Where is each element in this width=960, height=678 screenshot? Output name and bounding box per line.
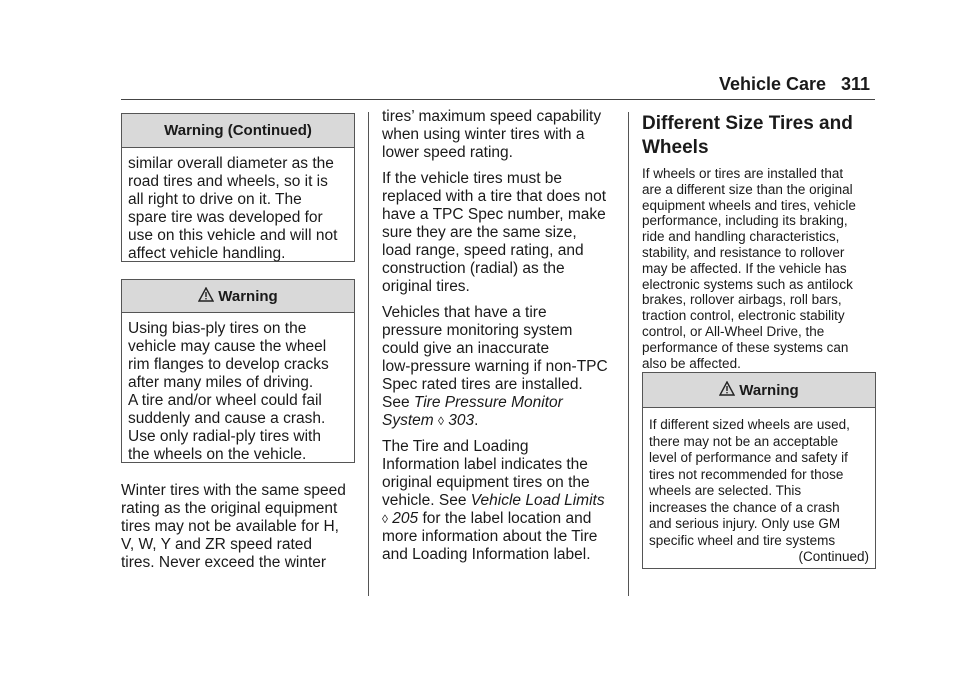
warning-title: Warning — [643, 373, 875, 408]
paragraph-tpms: Vehicles that have a tire pressure monitoring system could give an inaccurate low-pressure warning if non-TPC Spec rated tires are installed. See Tire Pressure Monitor System ◊ 303. — [382, 304, 608, 429]
bias-ply-warning-box — [121, 279, 355, 463]
warning-text: If different sized wheels are used, there may not be an acceptable level of performance and safety if tires not recommended for those wheels are selected. This increases the chance of a crash and serious injury. Only use GM specific wheel and tire systems (Continued) — [649, 417, 869, 564]
continued-warning-text: similar overall diameter as the road tires and wheels, so it is all right to drive on it. The spare tire was developed for use on this vehicle and will not affect vehicle handling. — [128, 155, 338, 262]
page-ref-arrow-icon: ◊ — [438, 414, 444, 428]
page-ref-205[interactable]: 205 — [392, 510, 419, 527]
column-2 — [382, 108, 622, 572]
page-header-title: Vehicle Care — [719, 74, 827, 94]
section-heading: Different Size Tires and Wheels — [642, 113, 853, 158]
different-size-paragraph: If wheels or tires are installed that are a different size than the original equipment wheels and tires, vehicle performance, including its braking, ride and handling characteristics, stability, and resistance to rollover may be affected. If the vehicle has electronic systems such as antilock brakes, rollover airbags, roll bars, traction control, electronic stability control, or All-Wheel Drive, the performance of these systems can also be affected. — [642, 166, 856, 371]
warning-title: Warning — [122, 280, 354, 313]
winter-tires-paragraph: Winter tires with the same speed rating as the original equipment tires may not be available for H, V, W, Y and ZR speed rated tires. Never exceed the winter — [121, 482, 346, 571]
continued-label: (Continued) — [798, 549, 869, 564]
link-vehicle-load-limits[interactable]: Vehicle Load Limits — [470, 492, 605, 509]
different-size-warning-box — [642, 372, 876, 569]
header-rule — [121, 99, 875, 100]
warning-text: Using bias-ply tires on the vehicle may cause the wheel rim flanges to develop cracks after many miles of driving. A tire and/or wheel could fail suddenly and cause a crash. Use only radial-ply tires with the wheels on the vehicle. — [128, 320, 329, 463]
continued-warning-title: Warning (Continued) — [122, 114, 354, 148]
page-ref-303[interactable]: 303 — [448, 412, 475, 429]
column-divider-2 — [628, 112, 629, 596]
column-divider-1 — [368, 112, 369, 596]
paragraph-tpc-spec: If the vehicle tires must be replaced with a tire that does not have a TPC Spec number, make sure they are the same size, load range, speed rating, and construction (radial) as the original tires. — [382, 170, 607, 295]
paragraph-speed-capability: tires’ maximum speed capability when using winter tires with a lower speed rating. — [382, 108, 602, 161]
link-tire-pressure-monitor[interactable]: Tire Pressure Monitor — [413, 394, 563, 411]
link-tire-pressure-monitor-cont[interactable]: System — [382, 412, 434, 429]
warning-triangle-icon — [198, 287, 214, 306]
continued-warning-box — [121, 113, 355, 262]
column-3 — [642, 112, 876, 371]
page-ref-arrow-icon: ◊ — [382, 512, 388, 526]
paragraph-loading-label: The Tire and Loading Information label indicates the original equipment tires on the vehicle. See Vehicle Load Limits ◊ 205 for the label location and more information about the Tire and Loading Information label. — [382, 438, 605, 563]
page-number: 311 — [841, 74, 871, 94]
warning-triangle-icon — [719, 381, 735, 400]
